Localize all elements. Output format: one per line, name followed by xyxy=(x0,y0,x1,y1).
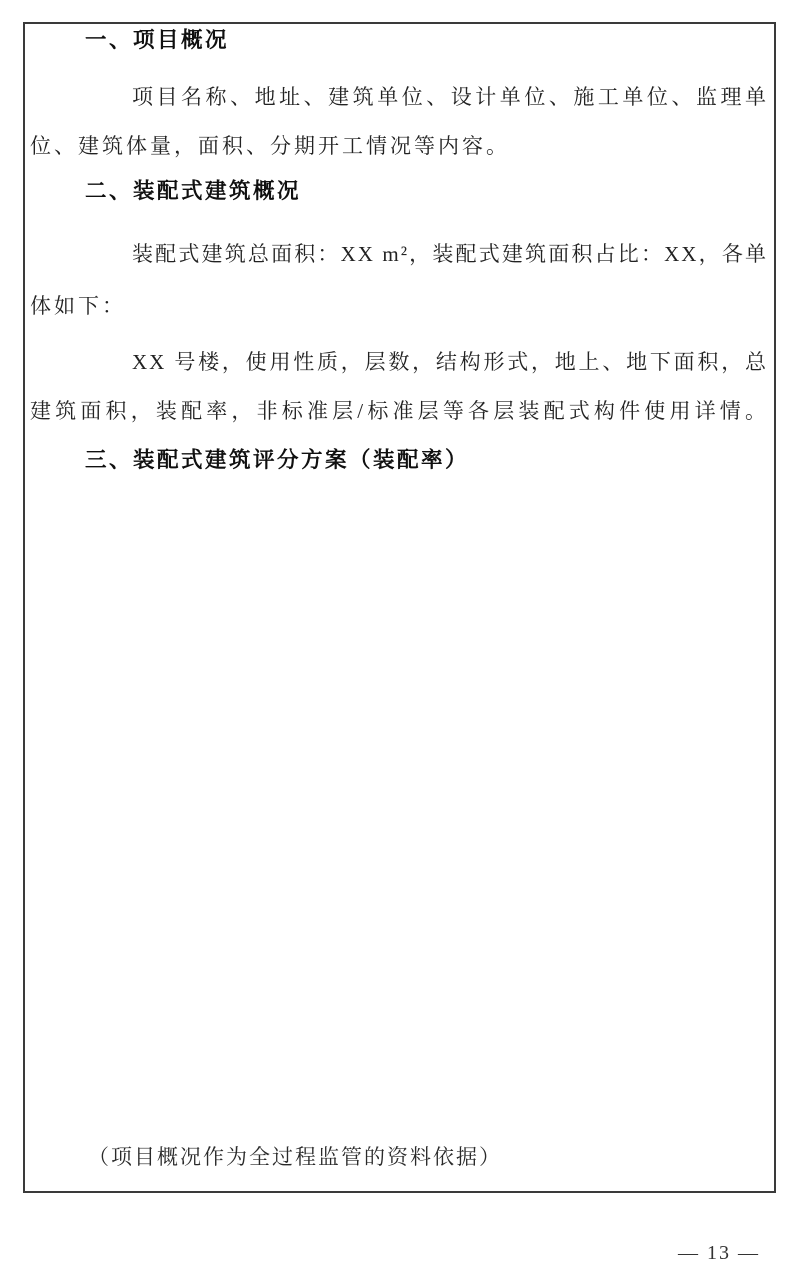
section-2-paragraph-2-line-2: 建筑面积，装配率，非标准层/标准层等各层装配式构件使用详情。 xyxy=(30,399,768,423)
page-number: — 13 — xyxy=(678,1242,760,1264)
section-2-paragraph-1-line-1: 装配式建筑总面积：XX m²，装配式建筑面积占比：XX，各单 xyxy=(132,242,768,266)
section-1-paragraph-line-1: 项目名称、地址、建筑单位、设计单位、施工单位、监理单 xyxy=(132,85,768,109)
section-1-heading: 一、项目概况 xyxy=(85,28,230,52)
section-3-heading: 三、装配式建筑评分方案（装配率） xyxy=(85,448,470,472)
section-1-paragraph-line-2: 位、建筑体量，面积、分期开工情况等内容。 xyxy=(30,134,510,158)
section-2-heading: 二、装配式建筑概况 xyxy=(85,179,302,203)
footnote: （项目概况作为全过程监管的资料依据） xyxy=(88,1145,502,1169)
section-2-paragraph-2-line-1: XX 号楼，使用性质，层数，结构形式，地上、地下面积，总 xyxy=(132,350,768,374)
section-2-paragraph-1-line-2: 体如下： xyxy=(30,294,126,318)
